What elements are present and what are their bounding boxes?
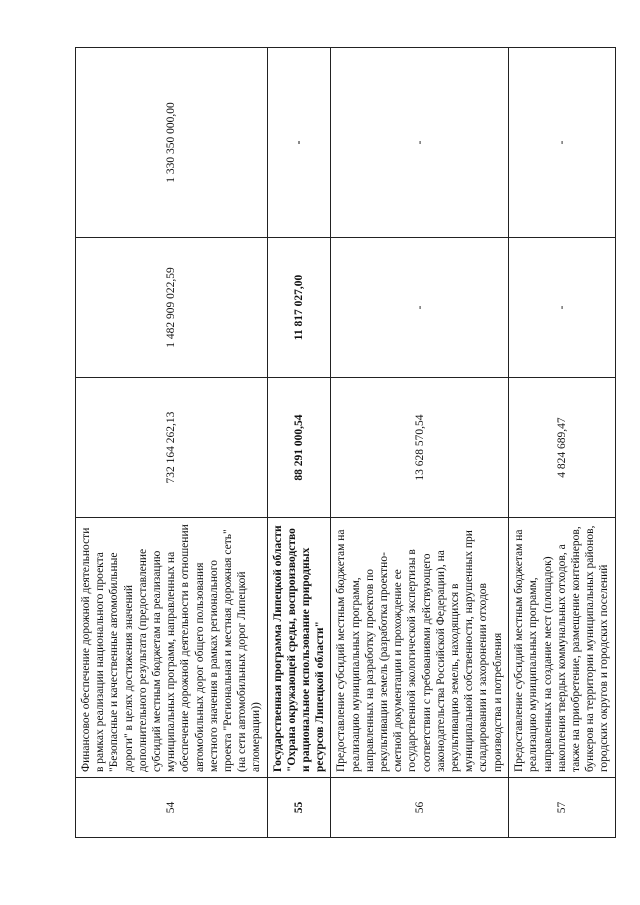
amount-cell: - (331, 238, 508, 378)
amount-cell: - (508, 238, 615, 378)
table-row (508, 48, 615, 838)
rotated-table-wrapper (75, 48, 611, 838)
amount-cell: 88 291 000,54 (267, 378, 331, 518)
row-description: Финансовое обеспечение дорожной деятельности в рамках реализации национального проекта "Безопасные и качественные автомобильные дороги" в целях достижения значений дополнительного результата (предоставление субсидий местным бюджетам на реализацию муниципальных программ, направленных на обеспечение дорожной деятельности в отношении автомобильных дорог общего пользования местного значения в рамках регионального проекта "Региональная и местная дорожная сеть" (на сети автомобильных дорог Липецкой агломерации)) (76, 518, 268, 778)
row-number: 54 (76, 778, 268, 838)
table-row (76, 48, 268, 838)
amount-cell: 4 824 689,47 (508, 378, 615, 518)
row-description: Государственная программа Липецкой области "Охрана окружающей среды, воспроизводство и рациональное использование природных ресурсов Липецкой области" (267, 518, 331, 778)
row-number: 56 (331, 778, 508, 838)
amount-cell: 13 628 570,54 (331, 378, 508, 518)
table-row (267, 48, 331, 838)
amount-cell: 1 482 909 022,59 (76, 238, 268, 378)
row-number: 57 (508, 778, 615, 838)
amount-cell: - (267, 48, 331, 238)
row-description: Предоставление субсидий местным бюджетам на реализацию муниципальных программ, направленных на создание мест (площадок) накопления твердых коммунальных отходов, а также на приобретение, размещение контейнеров, бункеров на территории муниципальных районов, городских округов и городских поселений (508, 518, 615, 778)
row-number: 55 (267, 778, 331, 838)
table-row (331, 48, 508, 838)
row-description: Предоставление субсидий местным бюджетам на реализацию муниципальных программ, направленных на разработку проектов по рекультивации земель (разработка проектно-сметной документации и прохождение ее государственной экологической экспертизы в соответствии с требованиями действующего законодательства Российской Федерации), на рекультивацию земель, находящихся в муниципальной собственности, нарушенных при складировании и захоронении отходов производства и потребления (331, 518, 508, 778)
budget-table (75, 47, 616, 838)
amount-cell: - (331, 48, 508, 238)
amount-cell: 732 164 262,13 (76, 378, 268, 518)
amount-cell: 1 330 350 000,00 (76, 48, 268, 238)
amount-cell: - (508, 48, 615, 238)
amount-cell: 11 817 027,00 (267, 238, 331, 378)
